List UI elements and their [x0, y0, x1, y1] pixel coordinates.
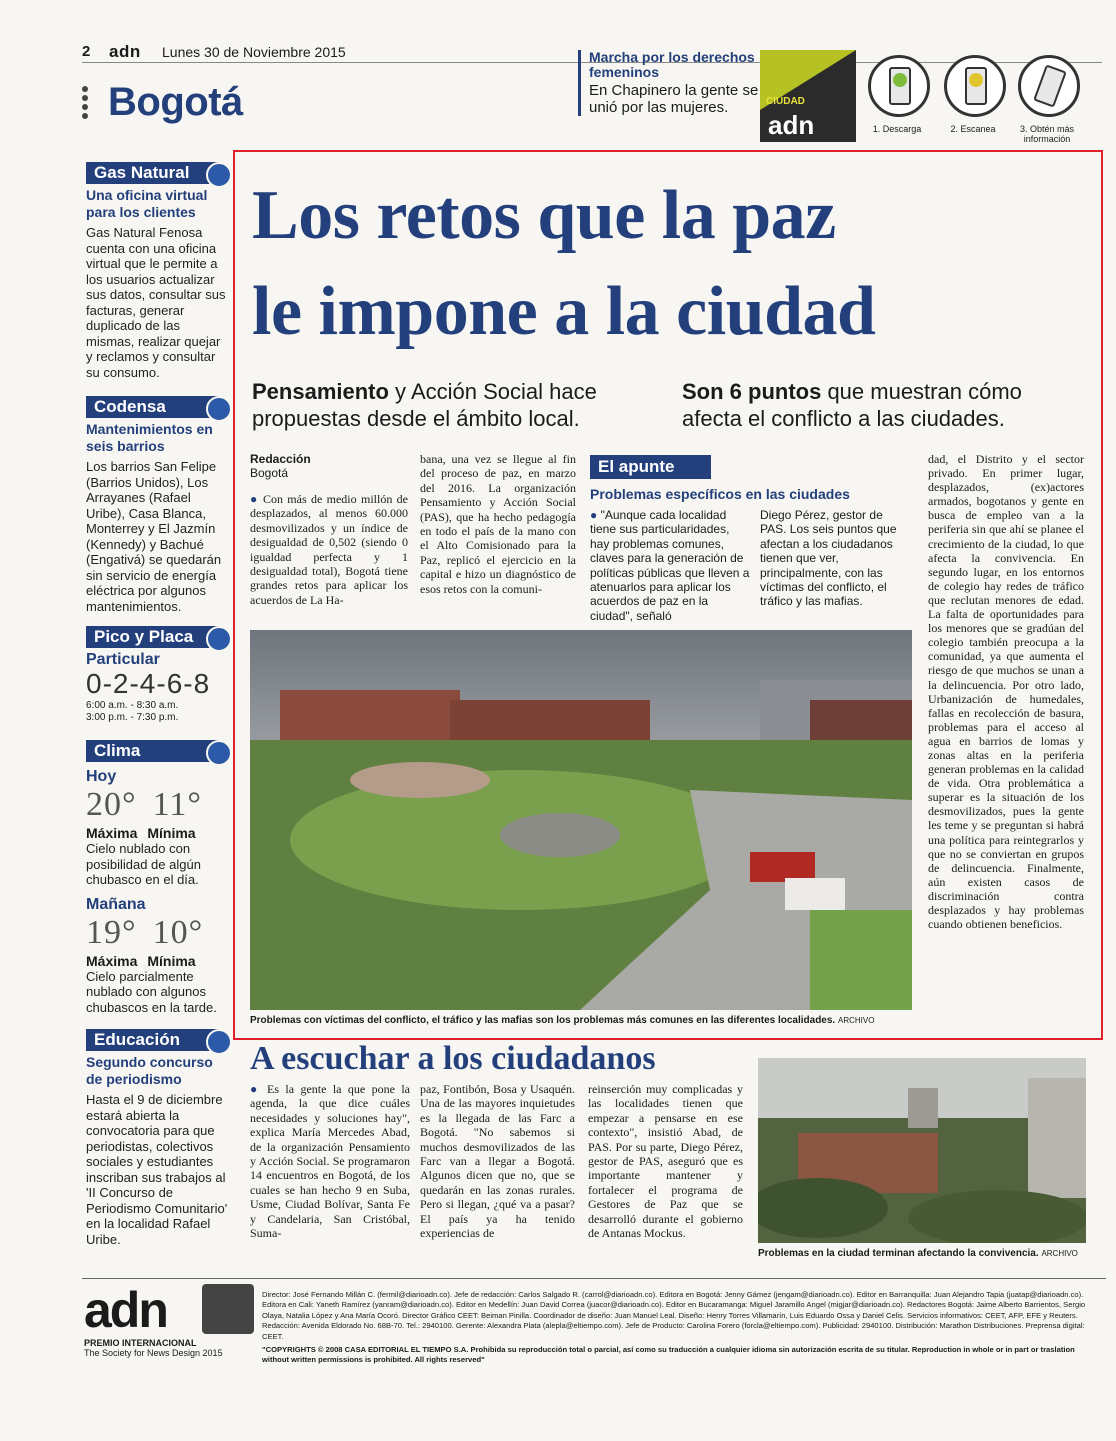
weather-today-label: Hoy	[86, 768, 117, 785]
step-download: 1. Descarga	[872, 124, 922, 134]
article-column-2: bana, una vez se llegue al fin del proceso de paz, en marzo del 2016. La organización Pensamiento y Acción Social (PAS), que ha hecho pedagogía en todo el país de la mano con el Alto Comisionado para la Paz, replicó el ejercicio en la capital e hizo un diagnóstico de esos retos con la comuni-	[420, 452, 576, 596]
sidebar-item-text: Gas Natural Fenosa cuenta con una oficina virtual que le permite a los usuarios actualizar sus datos, consultar sus facturas, generar duplicado de las mismas, realizar quejar y reclamos y consultar su consumo.	[86, 225, 226, 380]
ciudad-adn-badge	[760, 50, 856, 142]
sidebar-codensa	[86, 396, 228, 614]
apunte-label: El apunte	[590, 455, 711, 479]
article-column-1: ● Con más de medio millón de desplazados, al menos 60.000 desmovilizados y un índice de desigualdad de 0,502 (siendo 0 igualdad perfecta y 1 desigualdad total), Bogotá tiene grandes retos para aplicar los acuerdos de La Ha-	[250, 492, 408, 607]
footer-rule	[82, 1278, 1106, 1279]
article-headline: Los retos que la paz le impone a la ciudad	[252, 177, 876, 350]
article2-headline: A escuchar a los ciudadanos	[250, 1040, 656, 1077]
info-phone-icon	[1018, 55, 1080, 117]
article2-photo	[758, 1058, 1086, 1243]
sidebar-item-title: Segundo concurso de periodismo	[86, 1054, 213, 1087]
teaser-box[interactable]	[578, 50, 759, 116]
pico-category: Particular	[86, 651, 160, 668]
article-deck-right: Son 6 puntos que muestran cómo afecta el conflicto a las ciudades.	[682, 379, 1022, 431]
credits-copyright: "COPYRIGHTS © 2008 CASA EDITORIAL EL TIEMPO S.A. Prohibida su reproducción total o parcial, así como su traducción a cualquier idioma sin autorización escrita de su titular. Reproduction in whole or in part or traslation without written permissions is prohibited. All rights reserved"	[262, 1345, 1075, 1365]
teaser-text: En Chapinero la gente se unió por las mujeres.	[589, 82, 759, 116]
award-society: The Society for News Design 2015	[84, 1348, 223, 1358]
step-info: 3. Obtén más información	[1019, 124, 1075, 144]
speech-bubble-icon	[206, 1029, 232, 1055]
apunte-title: Problemas específicos en las ciudades	[590, 486, 850, 502]
download-phone-icon	[868, 55, 930, 117]
sidebar-pico-placa	[86, 626, 228, 724]
section-dots	[82, 86, 92, 122]
photo-city-trees	[758, 1058, 1086, 1243]
speech-bubble-icon	[206, 740, 232, 766]
weather-tomorrow-temps: 19° 10°	[86, 913, 204, 951]
weather-today-temps: 20° 11°	[86, 786, 202, 823]
speech-bubble-icon	[206, 396, 232, 422]
weather-maxmin-label: Máxima Mínima	[86, 825, 196, 841]
weather-tomorrow-text: Cielo parcialmente nublado con algunos chubascos en la tarde.	[86, 968, 217, 1015]
scan-phone-icon	[944, 55, 1006, 117]
speech-bubble-icon	[206, 162, 232, 188]
article2-column-2: paz, Fontibón, Bosa y Usaquén. Una de las mayores inquietudes es la llegada de las Farc a Bogotá. "No sabemos si muchos desmovilizados de las Farc van a llegar a Bogotá. Algunos dicen que no, que se quedarán en las zonas rurales. Pero si llegan, ¿qué va a pasar? El país ya ha tenido experiencias de	[420, 1082, 575, 1241]
article-photo-caption: Problemas con víctimas del conflicto, el tráfico y las mafias son los problemas más comunes en las diferentes localidades. ARCHIVO	[250, 1015, 875, 1026]
page-number: 2	[82, 43, 91, 60]
sidebar-item-text: Hasta el 9 de diciembre estará abierta la convocatoria para que periodistas, colectivos sociales y estudiantes inscriban sus trabajos al 'II Concurso de Periodismo Comunitario' en la localidad Rafael Uribe.	[86, 1092, 228, 1247]
pico-digits: 0-2-4-6-8	[86, 668, 211, 699]
credits-staff: Director: José Fernando Millán C. (fermil@diarioadn.co). Jefe de redacción: Carlos Salgado R. (carrol@diarioadn.co). Editora en Bogotá: Jenny Gámez (jengam@diarioadn.co). Editor en Barranquilla: Juan Alejandro Tapia (juatap@diarioadn.co). Editora en Cali: Yaneth Ramírez (yanram@diarioadn.co). Editor en Medellín: Juan David Correa (juacor@diarioadn.co). Editor en Bucaramanga: Miguel Jaramillo Angel (migjar@diarioadn.co). Redactores Bogotá: Jaime Alberto Barrientos, Sergio Olaya, Natalia López y Ana María Ocoró. Director Gráfico CEET: Beiman Pinilla. Coordinador de diseño: Juan Manuel Leal. Diseño: Henry Torres Villamarín, Luis Eduardo Ossa y Daniel Celis. Servicios informativos: CEET, AFP, EFE y Reuters. Redacción: Avenida Eldorado No. 68B-70. Tel.: 2940100. Gerente: Alexandra Plata (alepla@eltiempo.com). Jefe de Producto: Carolina Forero (forcla@eltiempo.com). Publicidad: 2940100. Distribución: Marathon Distribuciones. Preprensa digital: CEET.	[262, 1290, 1086, 1341]
weather-maxmin-label: Máxima Mínima	[86, 952, 196, 969]
article2-column-3: reinserción muy complicadas y las localidades tienen que empezar a pensarse en ese contexto", insistió Abad, de PAS. Por su parte, Diego Pérez, gestor de PAS, aseguró que es importante mantener y fortalecer el programa de Gestores de Paz que se desarrolló durante el gobierno de Antanas Mockus.	[588, 1082, 743, 1241]
sidebar-header: Gas Natural	[86, 162, 228, 184]
speech-bubble-icon	[206, 626, 232, 652]
footer-credits	[262, 1290, 1094, 1366]
sidebar-educacion	[86, 1029, 228, 1247]
sidebar-item-title: Una oficina virtual para los clientes	[86, 187, 208, 220]
sidebar-header: Educación	[86, 1029, 228, 1051]
article2-column-1: ● Es la gente la que pone la agenda, la que dice cuáles necesidades y soluciones hay", explica María Mercedes Abad, de la organización Pensamiento y Acción Social. Se programaron 14 encuentros en Bogotá, de los cuales se han hecho 9 en Suba, Usme, Ciudad Bolívar, Santa Fe y Candelaria, San Cristóbal, Suma-	[250, 1082, 410, 1241]
article2-photo-caption: Problemas en la ciudad terminan afectando la convivencia. ARCHIVO	[758, 1248, 1078, 1259]
step-scan: 2. Escanea	[950, 124, 996, 134]
sidebar-clima	[86, 740, 228, 1015]
section-title: Bogotá	[108, 80, 243, 124]
issue-date: Lunes 30 de Noviembre 2015	[162, 44, 346, 60]
apunte-column-2: Diego Pérez, gestor de PAS. Los seis puntos que afectan a los ciudadanos tienen que ver, principalmente, con las víctimas del conflicto, el tráfico y las mafias.	[760, 508, 897, 609]
article-deck-left: Pensamiento y Acción Social hace propuestas desde el ámbito local.	[252, 379, 597, 431]
sidebar-header: Clima	[86, 740, 228, 762]
photo-park-buildings	[250, 630, 912, 1010]
brand-logo: adn	[109, 42, 141, 61]
weather-today-text: Cielo nublado con posibilidad de algún chubasco en el día.	[86, 841, 201, 887]
sidebar-item-title: Mantenimientos en seis barrios	[86, 421, 213, 454]
article-photo	[250, 630, 912, 1010]
teaser-title: Marcha por los derechos femeninos	[589, 49, 755, 80]
award-label: PREMIO INTERNACIONAL	[84, 1338, 197, 1348]
weather-tomorrow-label: Mañana	[86, 895, 146, 913]
award-badge-icon	[202, 1284, 254, 1334]
sidebar-header: Pico y Placa	[86, 626, 228, 648]
badge-label: CIUDAD	[766, 96, 805, 107]
apunte-column-1: ● "Aunque cada localidad tiene sus particularidades, hay problemas comunes, claves para la generación de políticas públicas que lleven a atenuarlos para aplicar los acuerdos de paz en la ciudad", señaló	[590, 508, 750, 623]
pico-hours-afternoon: 3:00 p.m. - 7:30 p.m.	[86, 712, 179, 723]
sidebar-gas	[86, 162, 228, 380]
footer-logo: adn	[84, 1282, 167, 1338]
article-byline: Redacción Bogotá	[250, 452, 311, 480]
pico-hours-morning: 6:00 a.m. - 8:30 a.m.	[86, 700, 179, 711]
sidebar	[86, 162, 228, 1247]
badge-brand: adn	[768, 110, 815, 140]
sidebar-header: Codensa	[86, 396, 228, 418]
sidebar-item-text: Los barrios San Felipe (Barrios Unidos), Los Arrayanes (Rafael Uribe), Casa Blanca, Monterrey y El Jazmín (Kennedy) y Bachué (Engativá) se quedarán sin servicio de energía eléctrica por algunos mantenimientos.	[86, 459, 222, 614]
article-column-4: dad, el Distrito y el sector privado. En primer lugar, desplazados, (ex)actores armados, bogotanos y gente en busca de empleo van a la periferia sin que ahí se planee el crecimiento de la ciudad, lo que afecta la convivencia. En segundo lugar, en los entornos de colegio hay redes de tráfico que reclutan menores de edad. La falta de oportunidades para los menores que se gradúan del colegio también preocupa a la comunidad, ya que aumenta el riesgo de que muchos se unan a la delincuencia. Por otro lado, Urbanización de humedales, fallas en recolección de basura, problemas para el acceso al agua en barrios de lomas y zonas altas en la periferia generan problemas en la calidad de vida. Otra problemática a superar es la situación de los desmovilizados, pues la gente les teme y se preguntan si habrá una política para reintegrarlos y que no se conviertan en grupos de delincuencia. Finalmente, aún existen casos de discriminación contra desplazados y hay problemas cuando obtienen beneficios.	[928, 452, 1084, 932]
